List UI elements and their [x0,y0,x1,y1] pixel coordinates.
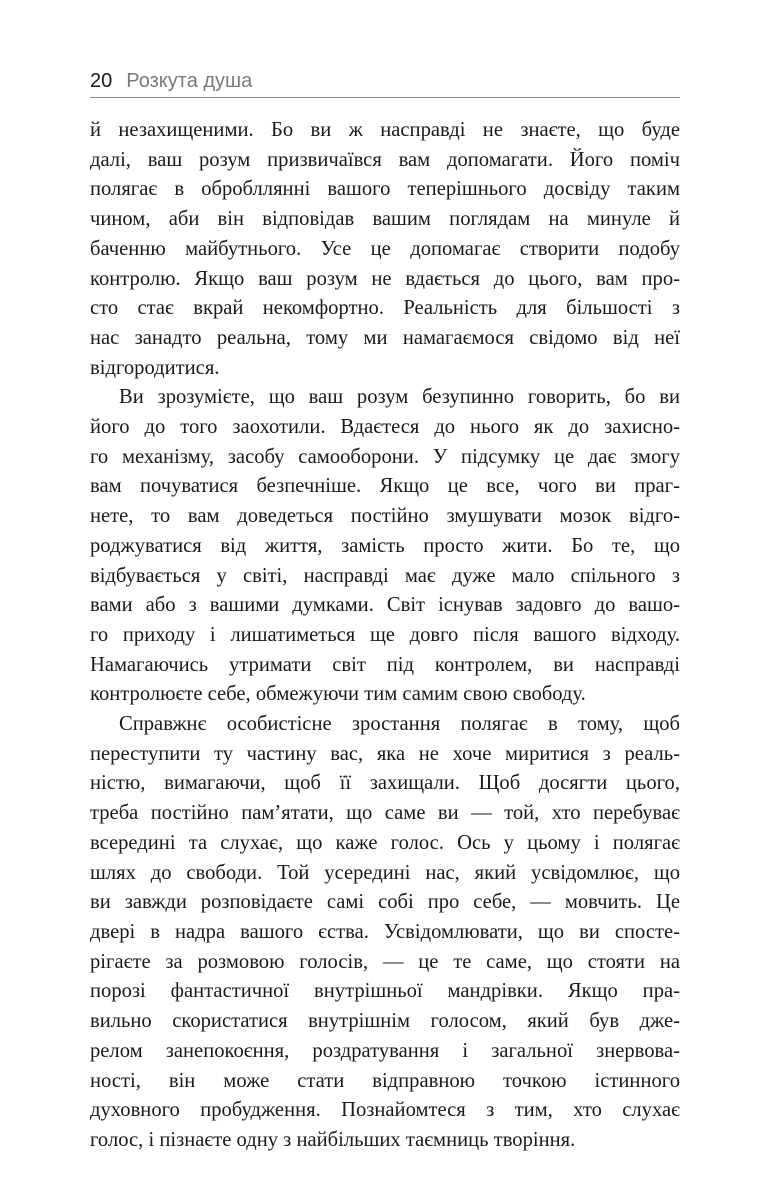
paragraph [90,383,680,710]
text-line: ви завжди розповідаєте самі собі про себе, — мовчить. Це [90,891,680,914]
body-text [90,116,680,1156]
text-line: ності, він може стати відправною точкою істинного [90,1069,680,1092]
text-line: вильно скористатися внутрішнім голосом, який був дже- [90,1010,680,1033]
text-line: й незахищеними. Бо ви ж насправді не знаєте, що буде [90,119,680,141]
text-line: Намагаючись утримати світ під контролем, ви насправді [90,653,680,676]
text-line: голос, і пізнаєте одну з найбільших таємниць творіння. [90,1128,576,1151]
text-line: його до того заохотили. Вдаєтеся до нього як до захисно- [90,416,680,439]
page-number: 20 [90,70,113,92]
text-line: сто стає вкрай некомфортно. Реальність для більшості з [90,297,680,320]
text-line: вами або з вашими думками. Світ існував задовго до вашо- [90,594,680,617]
text-line: духовного пробудження. Познайомтеся з тим, хто слухає [90,1099,680,1122]
text-line: баченню майбутнього. Усе це допомагає створити подобу [90,237,680,260]
text-line: Справжнє особистісне зростання полягає в тому, щоб [119,713,680,736]
text-line: го приходу і лишатиметься ще довго після вашого відходу. [90,623,680,646]
text-line: роджуватися від життя, замість просто жити. Бо те, що [90,534,680,557]
text-line: шлях до свободи. Той усередині нас, який усвідомлює, що [90,861,680,884]
text-line: всередині та слухає, що каже голос. Ось у цьому і полягає [90,831,680,854]
text-line: треба постійно пам’ятати, що саме ви — той, хто перебуває [90,802,680,825]
running-head-title: Розкута душа [126,70,253,92]
text-line: далі, ваш розум призвичаївся вам допомагати. Його поміч [90,148,680,171]
text-line: переступити ту частину вас, яка не хоче миритися з реаль- [90,742,680,765]
text-line: двері в надра вашого єства. Усвідомлювати, що ви спосте- [90,920,680,943]
text-line: чином, аби він відповідав вашим поглядам на минуле й [90,208,680,231]
text-line: контролю. Якщо ваш розум не вдається до цього, вам про- [90,267,680,290]
text-line: полягає в обробллянні вашого теперішнього досвіду таким [90,178,680,201]
text-line: релом занепокоєння, роздратування і загальної знервова- [90,1039,680,1062]
text-line: контролюєте себе, обмежуючи тим самим свою свободу. [90,683,586,706]
text-line: Ви зрозумієте, що ваш розум безупинно говорить, бо ви [119,386,680,409]
paragraph [90,116,680,383]
running-header [90,66,680,98]
text-line: го механізму, засобу самооборони. У підсумку це дає змогу [90,445,680,468]
text-line: порозі фантастичної внутрішньої мандрівки. Якщо пра- [90,980,680,1003]
text-line: нете, то вам доведеться постійно змушувати мозок відго- [90,505,680,528]
text-line: вам почуватися безпечніше. Якщо це все, чого ви праг- [90,475,680,498]
text-line: ністю, вимагаючи, щоб її захищали. Щоб досягти цього, [90,772,680,795]
text-line: рігаєте за розмовою голосів, — це те саме, що стояти на [90,950,680,973]
text-line: відбувається у світі, насправді має дуже мало спільного з [90,564,680,587]
text-line: відгородитися. [90,356,220,379]
paragraph [90,710,680,1156]
text-line: нас занадто реальна, тому ми намагаємося свідомо від неї [90,326,680,349]
